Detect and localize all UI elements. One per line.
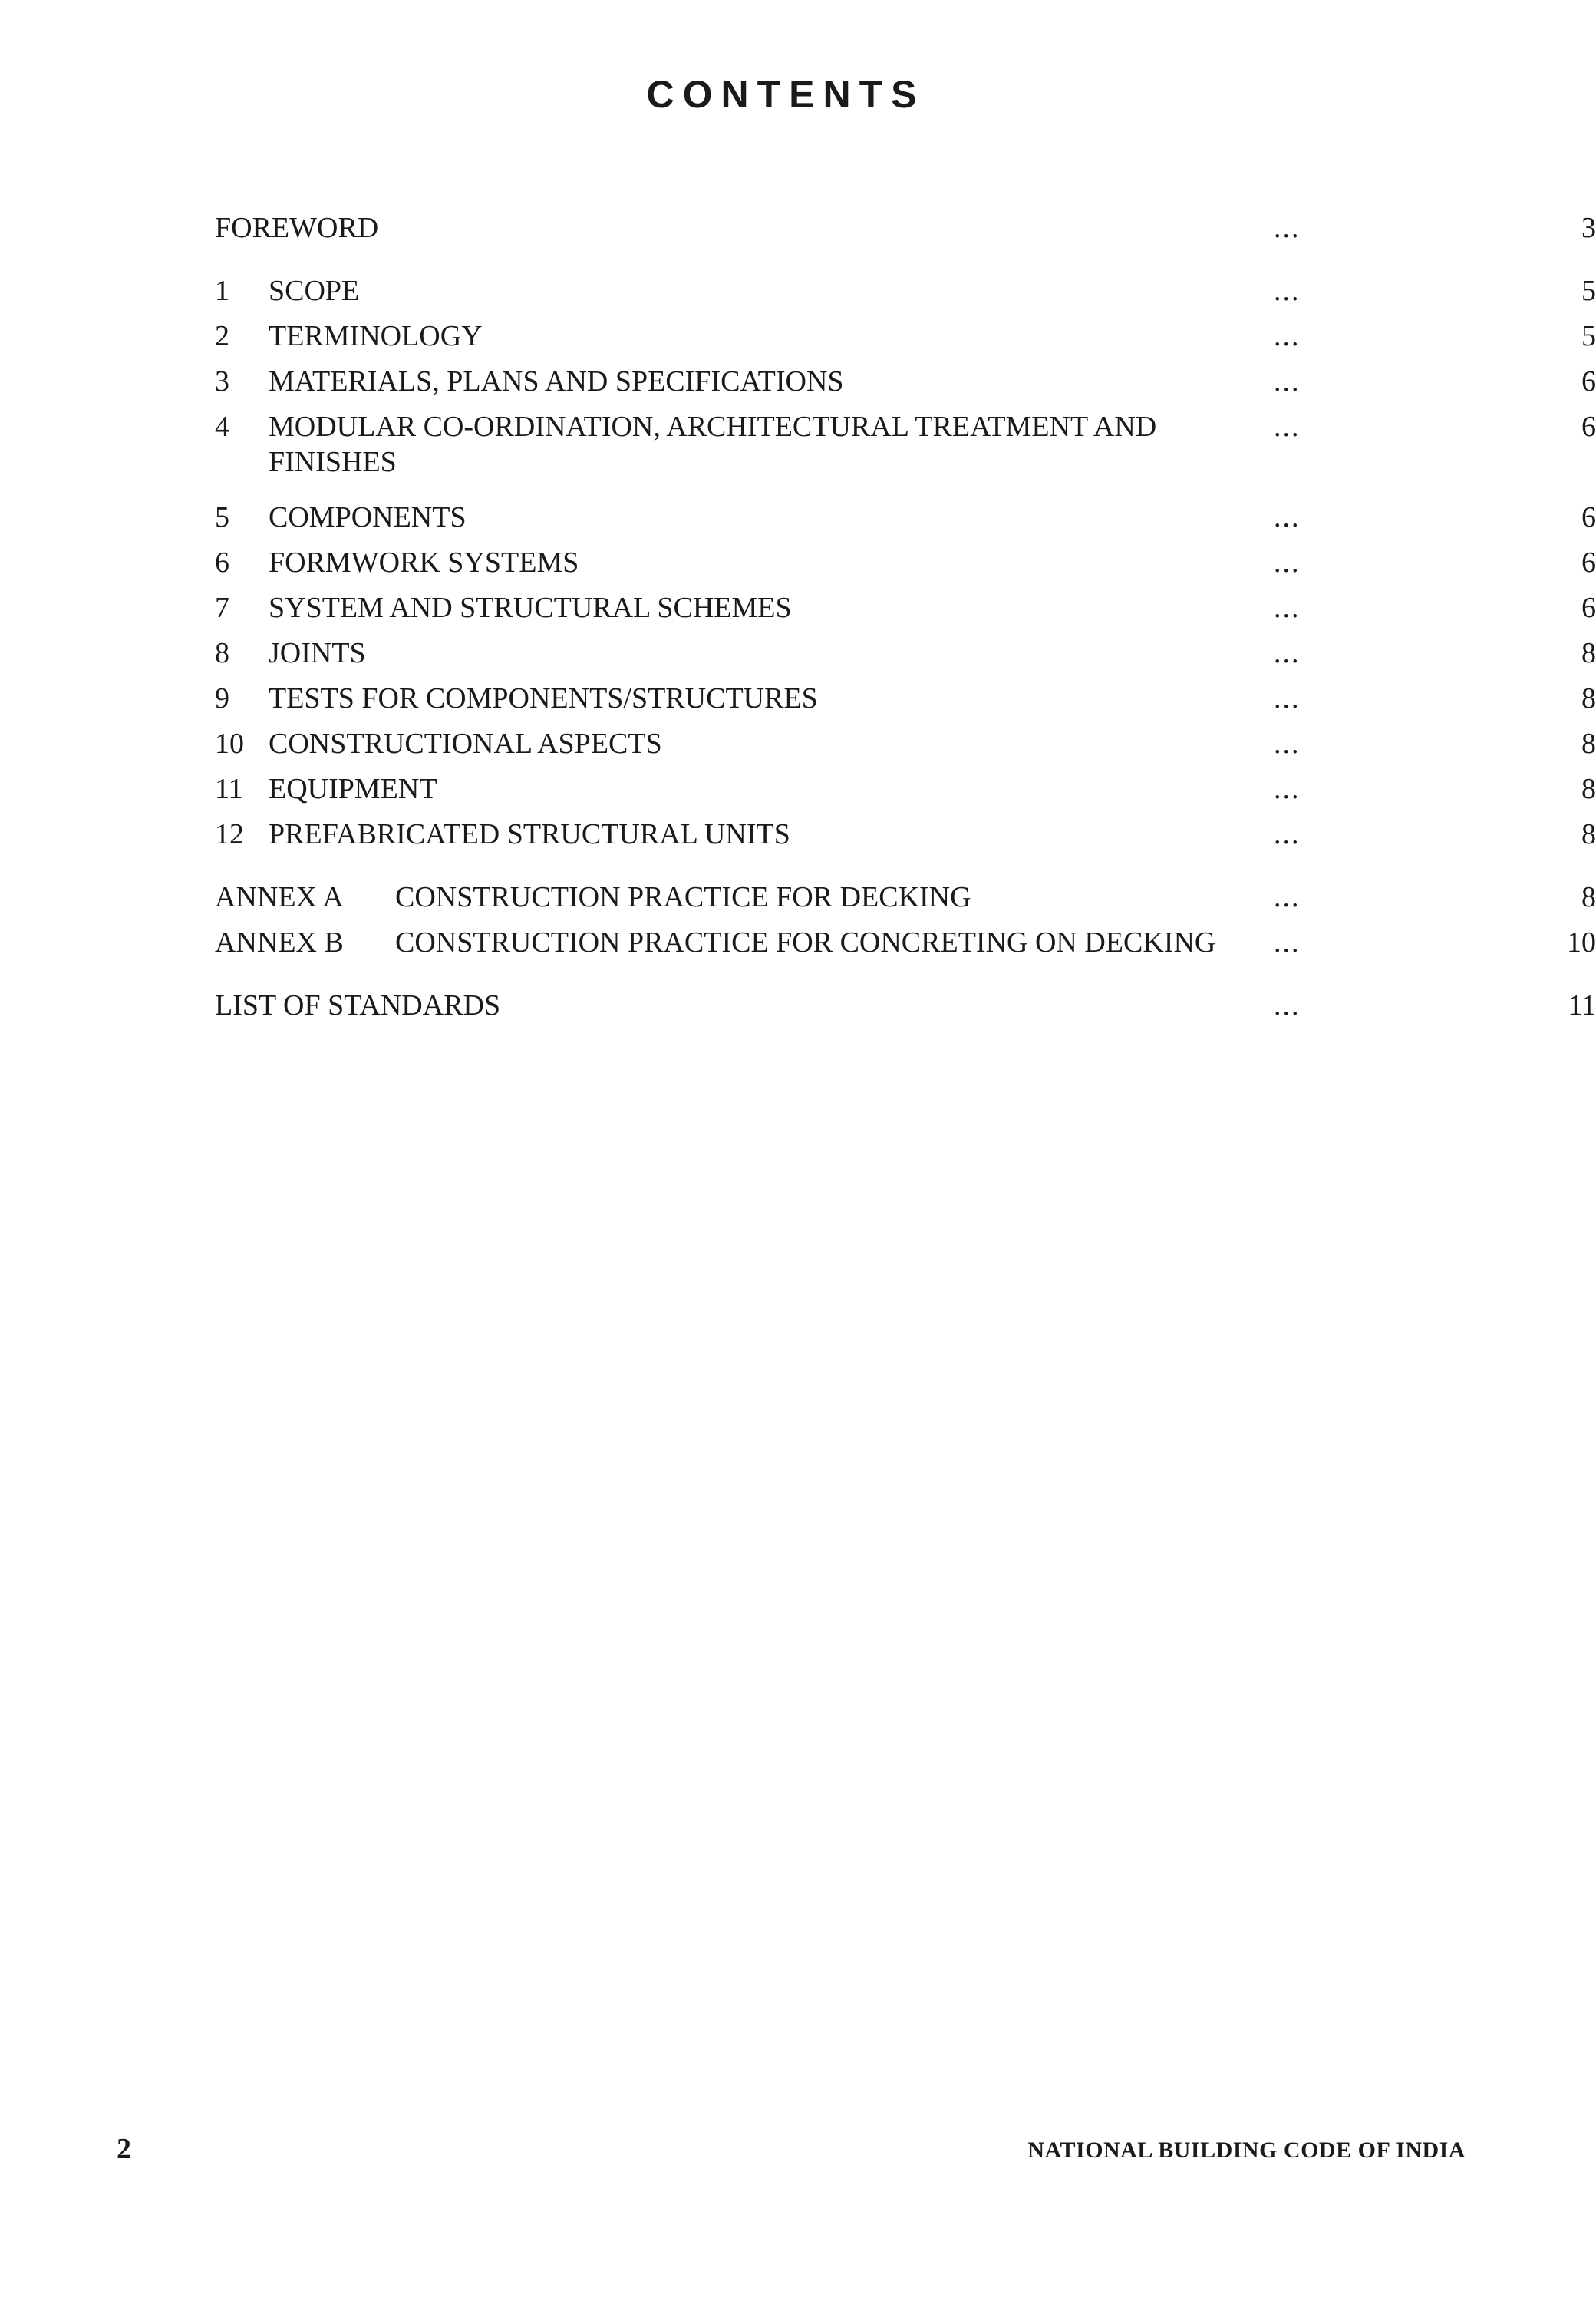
dot-leader: ... — [1274, 546, 1301, 579]
section-label: CONSTRUCTIONAL ASPECTS — [269, 728, 662, 760]
section-label: MODULAR CO-ORDINATION, ARCHITECTURAL TREATMENT AND FINISHES — [269, 411, 1157, 478]
toc-entry-section — [215, 772, 1596, 817]
page-title: CONTENTS — [646, 73, 925, 116]
annex-label: ANNEX B — [215, 926, 344, 959]
section-label: TESTS FOR COMPONENTS/STRUCTURES — [269, 682, 818, 715]
toc-entry-section — [215, 817, 1596, 863]
section-label: COMPONENTS — [269, 501, 467, 533]
table-of-contents — [215, 211, 1596, 1034]
section-number: 2 — [215, 320, 229, 352]
toc-page-number: 11 — [1568, 989, 1596, 1022]
toc-page-number: 8 — [1581, 682, 1596, 715]
section-number: 1 — [215, 275, 229, 307]
dot-leader: ... — [1274, 728, 1301, 760]
toc-entry-section — [215, 636, 1596, 682]
section-number: 7 — [215, 592, 229, 624]
section-label: EQUIPMENT — [269, 773, 437, 805]
section-label: FORMWORK SYSTEMS — [269, 546, 579, 579]
section-label: PREFABRICATED STRUCTURAL UNITS — [269, 818, 790, 850]
dot-leader: ... — [1274, 818, 1301, 850]
toc-entry-label: LIST OF STANDARDS — [215, 989, 501, 1022]
dot-leader: ... — [1274, 881, 1301, 913]
toc-page-number: 8 — [1581, 773, 1596, 805]
dot-leader: ... — [1274, 926, 1301, 959]
section-number: 6 — [215, 546, 229, 579]
annex-label: ANNEX A — [215, 881, 344, 913]
toc-page-number: 8 — [1581, 728, 1596, 760]
dot-leader: ... — [1274, 411, 1301, 443]
dot-leader: ... — [1274, 773, 1301, 805]
toc-page-number: 3 — [1581, 212, 1596, 244]
section-number: 8 — [215, 637, 229, 669]
toc-page-number: 5 — [1581, 320, 1596, 352]
annex-title: CONSTRUCTION PRACTICE FOR CONCRETING ON DECKING — [395, 926, 1216, 959]
toc-page-number: 6 — [1581, 365, 1596, 398]
section-number: 5 — [215, 501, 229, 533]
dot-leader: ... — [1274, 501, 1301, 533]
toc-entry-section — [215, 591, 1596, 636]
section-number: 11 — [215, 773, 243, 805]
toc-entry-section — [215, 410, 1596, 500]
toc-entry-section — [215, 274, 1596, 319]
toc-page-number: 6 — [1581, 592, 1596, 624]
toc-page-number: 8 — [1581, 818, 1596, 850]
toc-page-number: 5 — [1581, 275, 1596, 307]
dot-leader: ... — [1274, 637, 1301, 669]
section-label: JOINTS — [269, 637, 366, 669]
section-label: TERMINOLOGY — [269, 320, 483, 352]
toc-entry-section — [215, 682, 1596, 727]
section-number: 4 — [215, 411, 229, 443]
toc-page-number: 8 — [1581, 881, 1596, 913]
toc-page-number: 6 — [1581, 411, 1596, 443]
section-number: 12 — [215, 818, 244, 850]
toc-entry-section — [215, 365, 1596, 410]
toc-entry-annex — [215, 880, 1596, 926]
toc-page-number: 10 — [1567, 926, 1596, 959]
toc-entry-section — [215, 727, 1596, 772]
section-label: MATERIALS, PLANS AND SPECIFICATIONS — [269, 365, 844, 398]
dot-leader: ... — [1274, 212, 1301, 244]
toc-entry-section — [215, 546, 1596, 591]
section-label: SCOPE — [269, 275, 360, 307]
dot-leader: ... — [1274, 365, 1301, 398]
dot-leader: ... — [1274, 592, 1301, 624]
toc-entry-foreword — [215, 211, 1596, 256]
footer-publication-title: NATIONAL BUILDING CODE OF INDIA — [1027, 2138, 1466, 2163]
section-label: SYSTEM AND STRUCTURAL SCHEMES — [269, 592, 792, 624]
dot-leader: ... — [1274, 320, 1301, 352]
toc-page-number: 6 — [1581, 501, 1596, 533]
dot-leader: ... — [1274, 275, 1301, 307]
footer-page-number: 2 — [117, 2133, 131, 2165]
dot-leader: ... — [1274, 682, 1301, 715]
section-number: 9 — [215, 682, 229, 715]
section-number: 3 — [215, 365, 229, 398]
dot-leader: ... — [1274, 989, 1301, 1022]
toc-page-number: 6 — [1581, 546, 1596, 579]
annex-title: CONSTRUCTION PRACTICE FOR DECKING — [395, 881, 971, 913]
toc-entry-annex — [215, 926, 1596, 971]
toc-entry-list-of-standards — [215, 989, 1596, 1034]
toc-page-number: 8 — [1581, 637, 1596, 669]
section-number: 10 — [215, 728, 244, 760]
toc-entry-label: FOREWORD — [215, 212, 379, 244]
toc-entry-section — [215, 319, 1596, 365]
toc-entry-section — [215, 500, 1596, 546]
